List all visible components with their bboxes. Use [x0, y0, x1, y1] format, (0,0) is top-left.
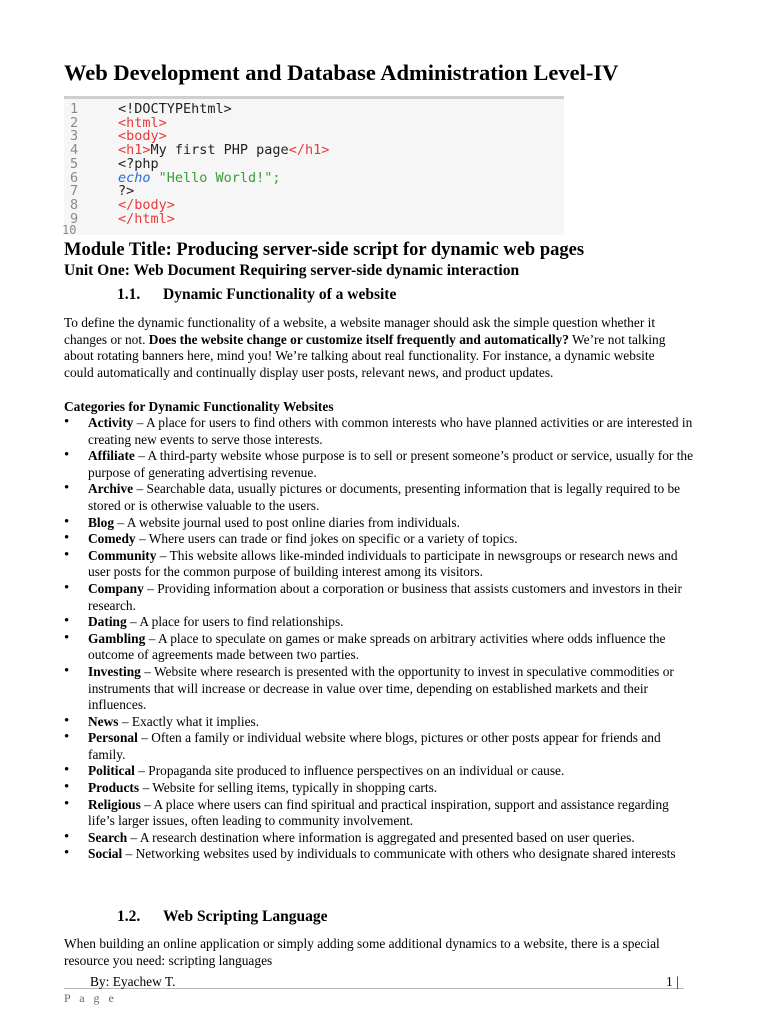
list-item — [64, 846, 694, 863]
code-token: </body> — [118, 196, 175, 213]
list-item — [64, 548, 694, 581]
bullet-icon: • — [64, 447, 70, 464]
code-line-number: 2 — [70, 114, 79, 131]
category-description: – A place for users to find relationships. — [126, 614, 344, 630]
category-description: – Website where research is presented with the opportunity to invest in speculative commodities or instruments that will increase or decrease in value over time, depending on established markets and their influences. — [88, 663, 674, 713]
list-item — [64, 415, 694, 448]
bullet-icon: • — [64, 779, 70, 796]
category-term: Political — [88, 763, 135, 779]
category-term: Activity — [88, 415, 134, 430]
bullet-icon: • — [64, 828, 70, 845]
category-description: – Exactly what it implies. — [118, 713, 260, 729]
list-item — [64, 714, 694, 731]
code-token: echo — [118, 169, 151, 186]
category-description: – Propaganda site produced to influence perspectives on an individual or cause. — [134, 763, 565, 779]
category-term: Affiliate — [88, 448, 135, 464]
category-description: – Where users can trade or find jokes on specific or a variety of topics. — [135, 531, 518, 547]
code-token: </h1> — [288, 142, 330, 159]
bullet-icon: • — [64, 662, 70, 679]
code-token: <?php — [118, 155, 159, 172]
category-description: – Networking websites used by individuals to communicate with others who designate shared interests — [122, 846, 676, 862]
unit-title: Unit One: Web Document Requiring server-side dynamic interaction — [64, 262, 520, 279]
bullet-icon: • — [64, 729, 70, 746]
bullet-icon: • — [64, 613, 70, 630]
code-token: <!DOCTYPEhtml> — [118, 101, 232, 117]
code-line-number: 6 — [70, 169, 79, 186]
bullet-icon: • — [64, 845, 70, 862]
section-title: Dynamic Functionality of a website — [163, 286, 397, 303]
intro-text: To define the dynamic functionality of a website, a website manager should ask the simple question whether it changes or not. — [64, 315, 656, 347]
code-line-number: 1 — [70, 101, 79, 117]
category-term: Archive — [88, 481, 134, 497]
bullet-icon: • — [64, 579, 70, 596]
code-block — [64, 96, 564, 235]
section-heading-1-1 — [117, 286, 396, 304]
list-item — [64, 780, 694, 797]
category-description: – Website for selling items, typically in shopping carts. — [139, 780, 438, 796]
bullet-icon: • — [64, 712, 70, 729]
footer-author: By: Eyachew T. — [90, 974, 176, 989]
list-item — [64, 448, 694, 481]
category-description: – This website allows like-minded individuals to participate in newsgroups or research news and user posts for the common purpose of building interest among its visitors. — [88, 547, 678, 580]
code-line-number: 7 — [70, 183, 79, 200]
category-term: Community — [88, 547, 157, 563]
bullet-icon: • — [64, 530, 70, 547]
bullet-icon: • — [64, 513, 70, 530]
category-description: – A website journal used to post online diaries from individuals. — [114, 514, 460, 530]
list-item — [64, 631, 694, 664]
bullet-icon: • — [64, 414, 70, 430]
list-item — [64, 515, 694, 532]
list-item — [64, 614, 694, 631]
code-token: </html> — [118, 210, 175, 227]
code-line-number-10: 10 — [62, 223, 77, 237]
code-line-number: 8 — [70, 196, 79, 213]
list-item — [64, 531, 694, 548]
category-description: – A research destination where information is aggregated and presented based on user queries. — [127, 829, 635, 845]
category-description: – A third-party website whose purpose is to sell or present someone’s product or service, usually for the purpose of generating advertising revenue. — [88, 448, 694, 480]
category-term: Company — [88, 580, 144, 596]
section-heading-1-2 — [117, 908, 328, 926]
code-line — [64, 171, 281, 185]
list-item — [64, 730, 694, 763]
bullet-icon: • — [64, 629, 70, 646]
list-item — [64, 664, 694, 714]
intro-paragraph — [64, 315, 686, 381]
category-description: – A place where users can find spiritual and practical inspiration, support and assistance regarding life’s larger issues, often leading to community involvement. — [88, 796, 669, 829]
category-term: Search — [88, 829, 128, 845]
code-token: <html> — [118, 114, 167, 131]
category-description: – Providing information about a corporation or business that assists customers and investors in their research. — [88, 580, 682, 613]
footer-page-number: 1 | — [666, 974, 679, 989]
category-term: Investing — [88, 663, 141, 679]
category-term: Religious — [88, 796, 141, 812]
category-term: News — [88, 713, 119, 729]
category-description: – A place for users to find others with common interests who have planned activities or are interested in creating new events to serve those interests. — [88, 415, 693, 447]
code-line — [64, 143, 329, 157]
categories-heading: Categories for Dynamic Functionality Websites — [64, 399, 334, 414]
category-term: Dating — [88, 614, 127, 630]
code-token: <body> — [118, 128, 167, 145]
categories-list — [64, 415, 694, 863]
category-term: Blog — [88, 514, 115, 530]
category-term: Personal — [88, 730, 138, 746]
code-line — [64, 212, 175, 226]
category-term: Gambling — [88, 630, 146, 646]
category-description: – Searchable data, usually pictures or documents, presenting information that is legally required to be stored or is otherwise valuable to the users. — [88, 481, 681, 513]
code-token: My first PHP page — [150, 142, 289, 159]
list-item — [64, 763, 694, 780]
list-item — [64, 797, 694, 830]
bullet-icon: • — [64, 762, 70, 779]
closing-paragraph: When building an online application or simply adding some additional dynamics to a website, there is a special resource you need: scripting languages — [64, 936, 660, 968]
footer-page-label: P a g e — [64, 991, 117, 1005]
intro-text-continued: We’re not talking about rotating banners here, mind you! We’re talking about real functionality. For instance, a dynamic website could automatically and continually display user posts, relevant news, and product updates. — [64, 331, 666, 380]
code-token: <h1> — [118, 142, 151, 159]
list-item — [64, 830, 694, 847]
list-item — [64, 481, 694, 514]
bullet-icon: • — [64, 795, 70, 812]
module-title: Module Title: Producing server-side script for dynamic web pages — [64, 240, 585, 260]
code-line-number: 4 — [70, 142, 79, 159]
category-term: Social — [88, 846, 123, 862]
category-description: – Often a family or individual website where blogs, pictures or other posts appear for friends and family. — [88, 730, 661, 762]
category-description: – A place to speculate on games or make spreads on arbitrary activities where odds influence the outcome of agreements made between two parties. — [88, 630, 666, 663]
section-number: 1.1. — [117, 286, 141, 303]
code-line-number: 5 — [70, 155, 79, 172]
code-token: "Hello World!"; — [150, 169, 281, 186]
bullet-icon: • — [64, 546, 70, 563]
code-line-number: 9 — [70, 210, 79, 227]
intro-bold-question: Does the website change or customize itself frequently and automatically? — [148, 331, 569, 347]
section-number: 1.2. — [117, 908, 141, 925]
bullet-icon: • — [64, 480, 70, 497]
code-line-number: 3 — [70, 128, 79, 145]
category-term: Products — [88, 780, 140, 796]
code-token: ?> — [118, 183, 135, 200]
list-item — [64, 581, 694, 614]
category-term: Comedy — [88, 531, 136, 547]
doc-title: Web Development and Database Administration Level-IV — [64, 60, 619, 85]
section-title: Web Scripting Language — [163, 908, 328, 925]
